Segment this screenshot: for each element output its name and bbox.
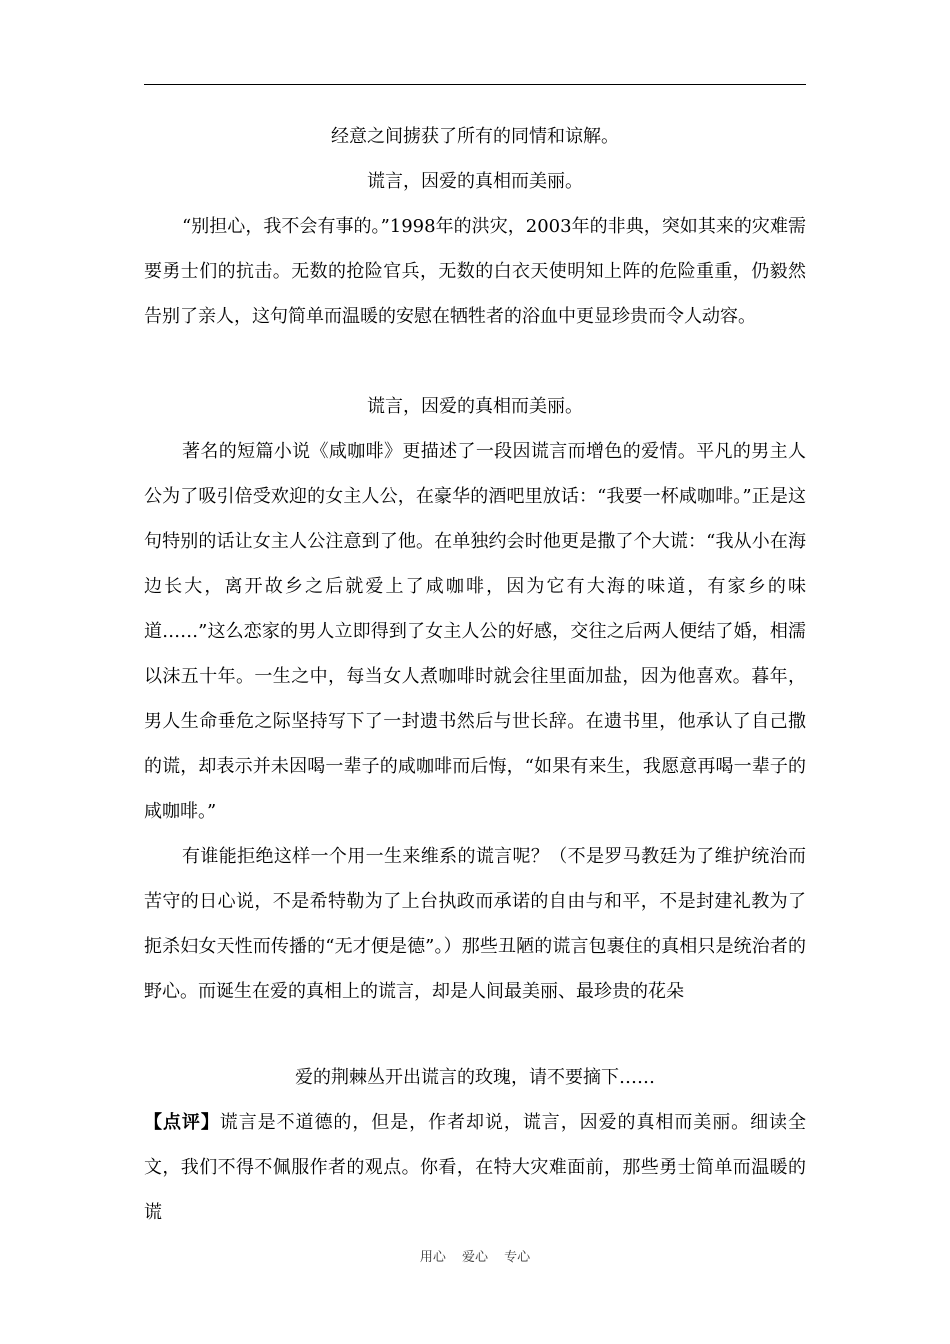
- footer-item: 专心: [504, 1250, 531, 1265]
- footer-item: 爱心: [461, 1250, 488, 1265]
- comment-text: 谎言是不道德的，但是，作者却说，谎言，因爱的真相而美丽。细读全文，我们不得不佩服作者的观点。你看，在特大灾难面前，那些勇士简单而温暖的谎: [144, 1112, 806, 1223]
- header-rule: [144, 84, 806, 85]
- paragraph-2: “别担心，我不会有事的。”1998年的洪灾，2003年的非典，突如其来的灾难需要勇士们的抗击。无数的抢险官兵，无数的白衣天使明知上阵的危险重重，仍毅然告别了亲人，这句简单而温暖的安慰在牺牲者的浴血中更显珍贵而令人动容。: [144, 216, 806, 327]
- footer-item: 用心: [419, 1250, 446, 1265]
- paragraph-1: 经意之间掳获了所有的同情和谅解。: [331, 126, 619, 147]
- paragraph-3: 著名的短篇小说《咸咖啡》更描述了一段因谎言而增色的爱情。平凡的男主人公为了吸引倍受欢迎的女主人公，在豪华的酒吧里放话：“我要一杯咸咖啡。”正是这句特别的话让女主人公注意到了他。在单独约会时他更是撒了个大谎：“我从小在海边长大，离开故乡之后就爱上了咸咖啡，因为它有大海的味道，有家乡的味道……”这么恋家的男人立即得到了女主人公的好感，交往之后两人便结了婚，相濡以沫五十年。一生之中，每当女人煮咖啡时就会往里面加盐，因为他喜欢。暮年，男人生命垂危之际坚持写下了一封遗书然后与世长辞。在遗书里，他承认了自己撒的谎，却表示并未因喝一辈子的咸咖啡而后悔，“如果有来生，我愿意再喝一辈子的咸咖啡。”: [144, 441, 806, 822]
- closing-line: 爱的荆棘丛开出谎言的玫瑰，请不要摘下……: [295, 1067, 655, 1088]
- comment-paragraph: [144, 1100, 806, 1235]
- refrain-1: 谎言，因爱的真相而美丽。: [367, 171, 583, 192]
- comment-label: 【点评】: [144, 1112, 220, 1133]
- page-footer: [0, 1246, 950, 1265]
- refrain-2: 谎言，因爱的真相而美丽。: [367, 396, 583, 417]
- paragraph-4: 有谁能拒绝这样一个用一生来维系的谎言呢？（不是罗马教廷为了维护统治而苦守的日心说，不是希特勒为了上台执政而承诺的自由与和平，不是封建礼教为了扼杀妇女天性而传播的“无才便是德”。）那些丑陋的谎言包裹住的真相只是统治者的野心。而诞生在爱的真相上的谎言，却是人间最美丽、最珍贵的花朵: [144, 846, 806, 1002]
